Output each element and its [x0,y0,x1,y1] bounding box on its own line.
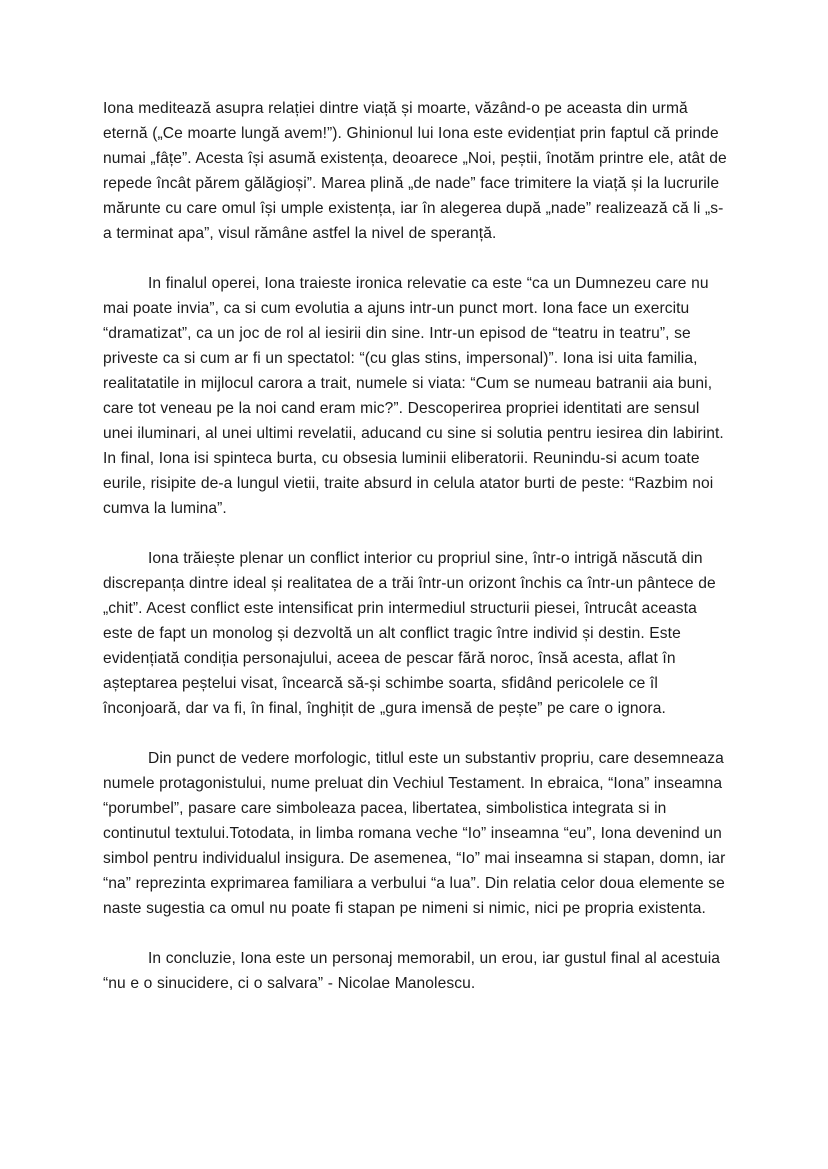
paragraph-3: Iona trăiește plenar un conflict interior cu propriul sine, într-o intrigă născută din discrepanța dintre ideal și realitatea de a trăi într-un orizont închis ca într-un pântece de „chit”. Acest conflict este intensificat prin intermediul structurii piesei, întrucât aceasta este de fapt un monolog și dezvoltă un alt conflict tragic între individ și destin. Este evidențiată condiția personajului, aceea de pescar fără noroc, însă acesta, aflat în așteptarea peștelui visat, încearcă să-și schimbe soarta, sfidând pericolele ce îl înconjoară, dar va fi, în final, înghițit de „gura imensă de pește” pe care o ignora. [103,550,716,717]
document-text-body [103,96,728,996]
paragraph-5: In concluzie, Iona este un personaj memorabil, un erou, iar gustul final al acestuia “nu e o sinucidere, ci o salvara” - Nicolae Manolescu. [103,950,721,992]
paragraph-1: Iona meditează asupra relației dintre viață și moarte, văzând-o pe aceasta din urmă eternă („Ce moarte lungă avem!”). Ghinionul lui Iona este evidențiat prin faptul că prinde numai „fâțe”. Acesta își asumă existența, deoarece „Noi, peștii, înotăm printre ele, atât de repede încât părem gălăgioși”. Marea plină „de nade” face trimitere la viață și la lucrurile mărunte cu care omul își umple existența, iar în alegerea după „nade” realizează că li „s-a terminat apa”, visul rămâne astfel la nivel de speranță. [103,100,727,242]
paragraph-4: Din punct de vedere morfologic, titlul este un substantiv propriu, care desemneaza numele protagonistului, nume preluat din Vechiul Testament. In ebraica, “Iona” inseamna “porumbel”, pasare care simboleaza pacea, libertatea, simbolistica integrata si in continutul textului.Totodata, in limba romana veche “Io” inseamna “eu”, Iona devenind un simbol pentru individualul insigura. De asemenea, “Io” mai inseamna si stapan, domn, iar “na” reprezinta exprimarea familiara a verbului “a lua”. Din relatia celor doua elemente se naste sugestia ca omul nu poate fi stapan pe nimeni si nimic, nici pe propria existenta. [103,750,726,917]
paragraph-2: In finalul operei, Iona traieste ironica relevatie ca este “ca un Dumnezeu care nu mai poate invia”, ca si cum evolutia a ajuns intr-un punct mort. Iona face un exercitu “dramatizat”, ca un joc de rol al iesirii din sine. Intr-un episod de “teatru in teatru”, se priveste ca si cum ar fi un spectatol: “(cu glas stins, impersonal)”. Iona isi uita familia, realitatatile in mijlocul carora a trait, numele si viata: “Cum se numeau batranii aia buni, care tot veneau pe la noi cand eram mic?”. Descoperirea propriei identitati are sensul unei iluminari, al unei ultimi revelatii, aducand cu sine si solutia pentru iesirea din labirint. In final, Iona isi spinteca burta, cu obsesia luminii eliberatorii. Reunindu-si acum toate eurile, risipite de-a lungul vietii, traite absurd in celula atator burti de peste: “Razbim noi cumva la lumina”. [103,275,724,517]
